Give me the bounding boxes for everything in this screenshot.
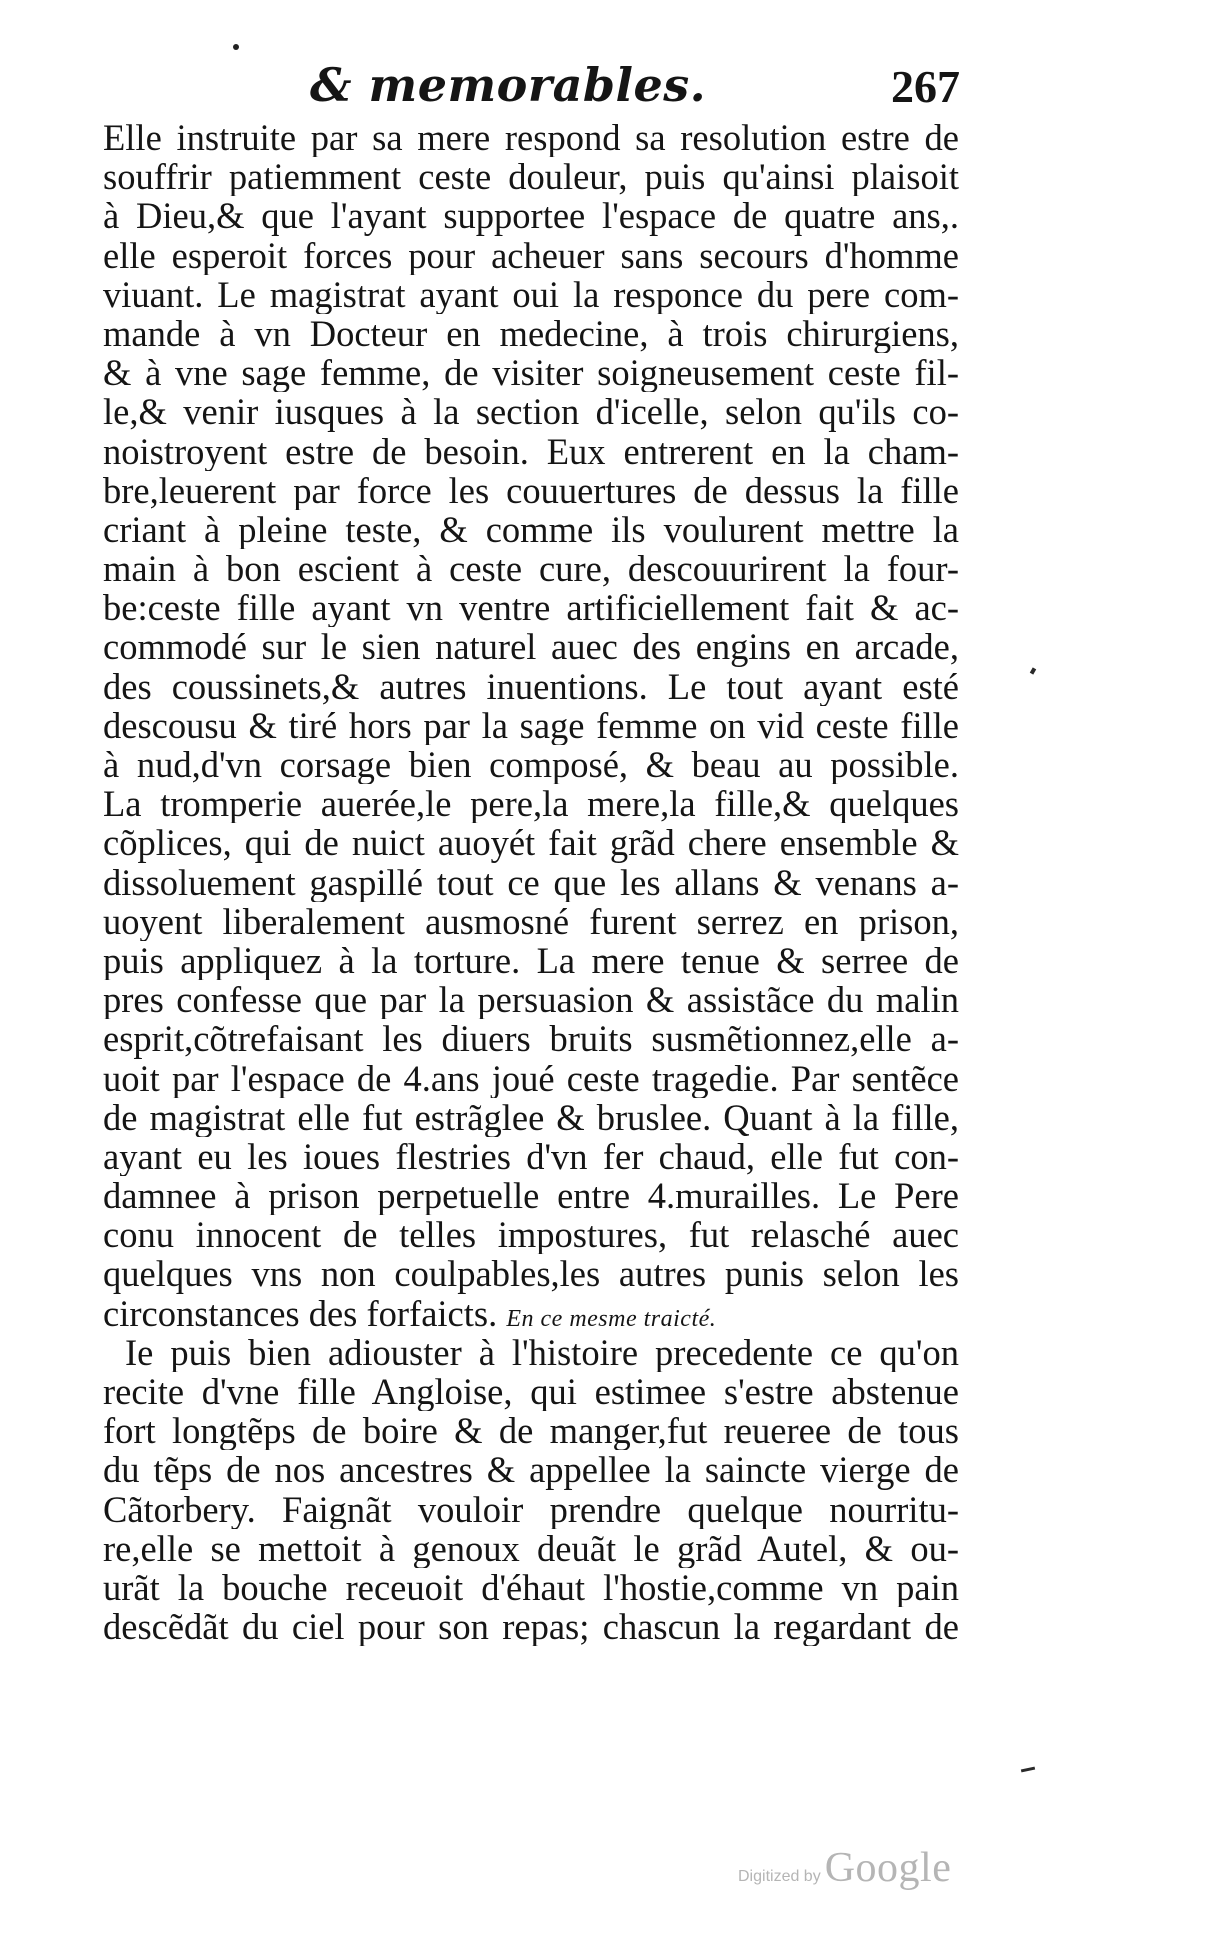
text-line: conu innocent de telles impostures, fut relasché auec [103, 1215, 959, 1255]
text-line: puis appliquez à la torture. La mere tenue & serree de [103, 940, 959, 981]
text-line: souffrir patiemment ceste douleur, puis qu'ainsi plaisoit [103, 157, 959, 197]
text-line: urãt la bouche receuoit d'éhaut l'hostie,comme vn pain [103, 1567, 959, 1608]
text-line: de magistrat elle fut estrãglee & bruslee. Quant à la fille, [103, 1097, 959, 1137]
text-line: à Dieu,& que l'ayant supportee l'espace de quatre ans,. [103, 196, 959, 236]
text-line: cõplices, qui de nuict auoyét fait grãd chere ensemble & [103, 823, 959, 863]
paragraph-start-line: Ie puis bien adiouster à l'histoire precedente ce qu'on [125, 1332, 959, 1372]
text-line: viuant. Le magistrat ayant oui la responce du pere com- [103, 274, 959, 314]
text-line: & à vne sage femme, de visiter soigneusement ceste fil- [103, 353, 959, 393]
text-line: descẽdãt du ciel pour son repas; chascun la regardant de [103, 1607, 959, 1647]
ink-speck [1030, 667, 1036, 674]
text-line: fort longtẽps de boire & de manger,fut reueree de tous [103, 1411, 959, 1451]
text-line: be:ceste fille ayant vn ventre artificiellement fait & ac- [103, 588, 959, 628]
text-line: criant à pleine teste, & comme ils voulurent mettre la [103, 509, 959, 550]
text-line: à nud,d'vn corsage bien composé, & beau au possible. [103, 745, 959, 785]
text-line: bre,leuerent par force les couuertures de dessus la fille [103, 470, 959, 510]
running-title: & memorables. [310, 58, 707, 112]
text-line: esprit,cõtrefaisant les diuers bruits susmẽtionnez,elle a- [103, 1019, 959, 1059]
body-text [103, 118, 959, 1646]
text-line: Elle instruite par sa mere respond sa resolution estre de [103, 118, 959, 158]
text-line: pres confesse que par la persuasion & assistãce du malin [103, 980, 959, 1020]
source-note: En ce mesme traicté. [506, 1305, 717, 1332]
text-line-with-source-note [103, 1294, 959, 1333]
text-line: uoit par l'espace de 4.ans joué ceste tragedie. Par sentẽce [103, 1058, 959, 1098]
ink-speck [233, 44, 239, 50]
text-line: noistroyent estre de besoin. Eux entrerent en la cham- [103, 431, 959, 471]
closing-text: circonstances des forfaicts. [103, 1293, 498, 1333]
text-line: Cãtorbery. Faignãt vouloir prendre quelque nourritu- [103, 1489, 959, 1529]
digitized-by-google-watermark [738, 1844, 951, 1894]
ink-speck [1021, 1767, 1035, 1773]
text-line: commodé sur le sien naturel auec des engins en arcade, [103, 627, 959, 667]
text-line: damnee à prison perpetuelle entre 4.murailles. Le Pere [103, 1176, 959, 1216]
page-number: 267 [891, 61, 960, 112]
text-line: mande à vn Docteur en medecine, à trois chirurgiens, [103, 313, 959, 354]
text-line: elle esperoit forces pour acheuer sans secours d'homme [103, 235, 959, 275]
text-line: des coussinets,& autres inuentions. Le tout ayant esté [103, 666, 959, 706]
text-line: uoyent liberalement ausmosné furent serrez en prison, [103, 901, 959, 941]
google-logo: Google [824, 1845, 952, 1891]
page-header [310, 58, 960, 118]
digitized-by-label: Digitized by [738, 1868, 821, 1885]
text-line: La tromperie auerée,le pere,la mere,la fille,& quelques [103, 784, 959, 824]
text-line: re,elle se mettoit à genoux deuãt le grãd Autel, & ou- [103, 1528, 959, 1568]
text-line: quelques vns non coulpables,les autres punis selon les [103, 1254, 959, 1294]
text-line: ayant eu les ioues flestries d'vn fer chaud, elle fut con- [103, 1136, 959, 1177]
text-line: le,& venir iusques à la section d'icelle, selon qu'ils co- [103, 392, 959, 432]
text-line: main à bon escient à ceste cure, descouurirent la four- [103, 549, 959, 589]
text-line: du tẽps de nos ancestres & appellee la saincte vierge de [103, 1450, 959, 1490]
text-line: descousu & tiré hors par la sage femme on vid ceste fille [103, 705, 959, 745]
text-line: recite d'vne fille Angloise, qui estimee s'estre abstenue [103, 1372, 959, 1412]
text-line: dissoluement gaspillé tout ce que les allans & venans a- [103, 862, 959, 902]
